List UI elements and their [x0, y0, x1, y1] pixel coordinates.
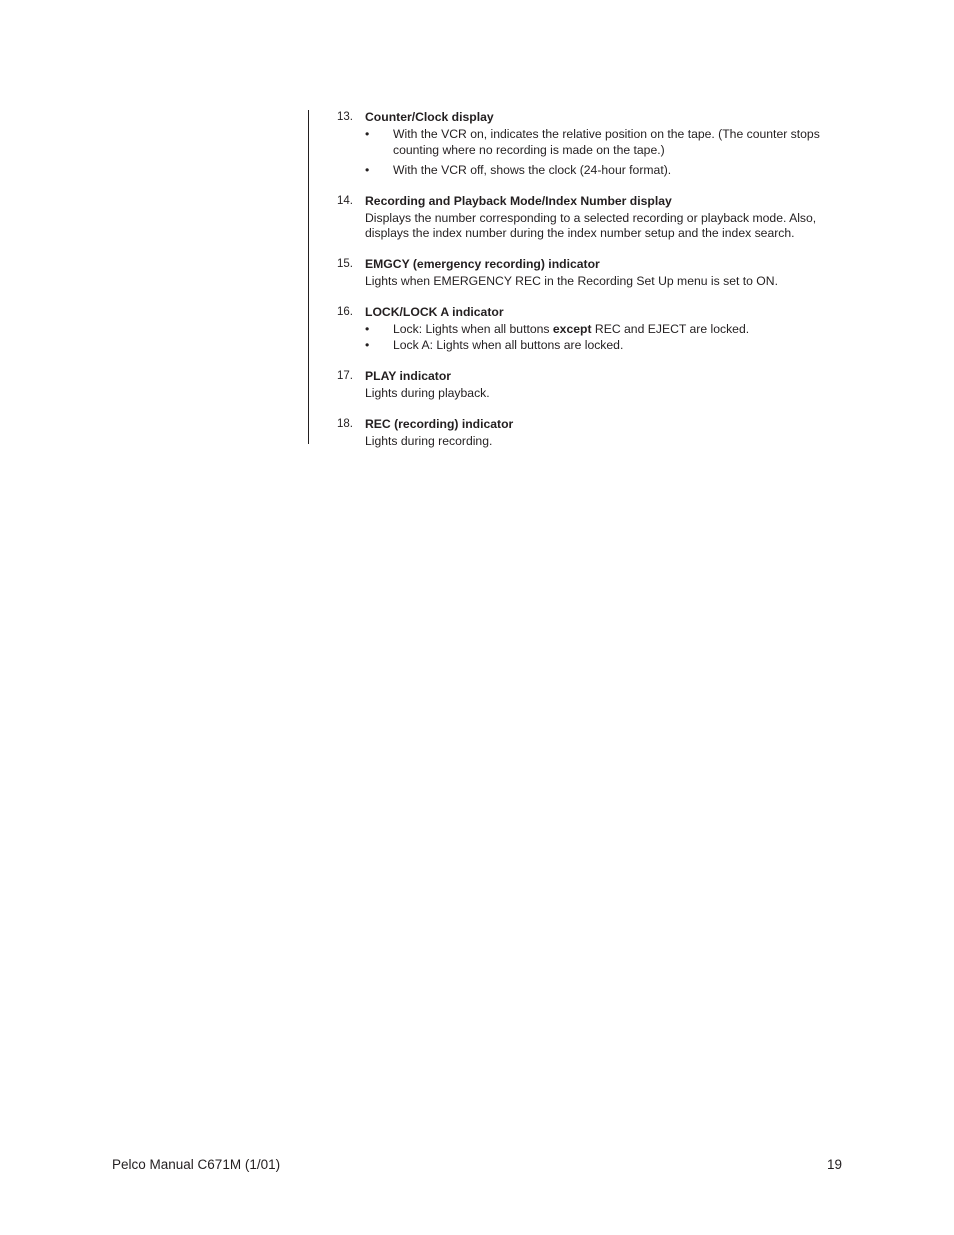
bullet-list [365, 322, 837, 353]
item-title: REC (recording) indicator [365, 416, 514, 431]
bullet-icon: • [365, 322, 370, 336]
list-item-17 [337, 369, 837, 402]
item-description: Lights during recording. [365, 433, 493, 448]
item-title: PLAY indicator [365, 368, 452, 383]
item-description: Lights during playback. [365, 385, 490, 400]
bullet-text-after: REC and EJECT are locked. [591, 322, 750, 336]
item-title: EMGCY (emergency recording) indicator [365, 257, 600, 271]
bullet-item [365, 163, 837, 179]
bullet-text-emphasis: except [552, 322, 592, 336]
bullet-text: With the VCR off, shows the clock (24-hour format). [393, 162, 672, 177]
list-item-18 [337, 417, 837, 450]
item-number: 16. [337, 306, 353, 318]
list-item-16 [337, 305, 837, 353]
bullet-text: Lock A: Lights when all buttons are locked. [393, 337, 624, 352]
bullet-item [365, 127, 837, 158]
item-number: 13. [337, 111, 353, 123]
list-item-14 [337, 194, 837, 242]
item-number: 15. [337, 258, 353, 270]
revision-change-bar [308, 110, 309, 444]
item-number: 14. [337, 194, 353, 207]
footer-page-number: 19 [827, 1157, 843, 1172]
list-item-15 [337, 257, 837, 290]
item-title: LOCK/LOCK A indicator [365, 305, 504, 319]
item-number: 18. [337, 417, 353, 430]
item-title: Recording and Playback Mode/Index Number display [365, 193, 672, 208]
bullet-icon: • [365, 162, 370, 177]
item-description: Displays the number corresponding to a selected recording or playback mode. Also, displays the index number during the index number setup and the index search. [365, 210, 817, 240]
item-number: 17. [337, 369, 353, 382]
bullet-item [365, 322, 837, 338]
bullet-item [365, 338, 837, 354]
bullet-text-before: Lock: Lights when all buttons [393, 322, 553, 336]
bullet-text: With the VCR on, indicates the relative position on the tape. (The counter stops counting where no recording is made on the tape.) [393, 127, 820, 157]
indicator-list [337, 110, 837, 465]
footer-manual-title: Pelco Manual C671M (1/01) [112, 1157, 281, 1172]
item-description: Lights when EMERGENCY REC in the Recording Set Up menu is set to ON. [365, 274, 778, 288]
bullet-icon: • [365, 127, 370, 141]
bullet-icon: • [365, 337, 370, 352]
item-title: Counter/Clock display [365, 110, 494, 124]
bullet-list [365, 127, 837, 178]
list-item-13 [337, 110, 837, 178]
